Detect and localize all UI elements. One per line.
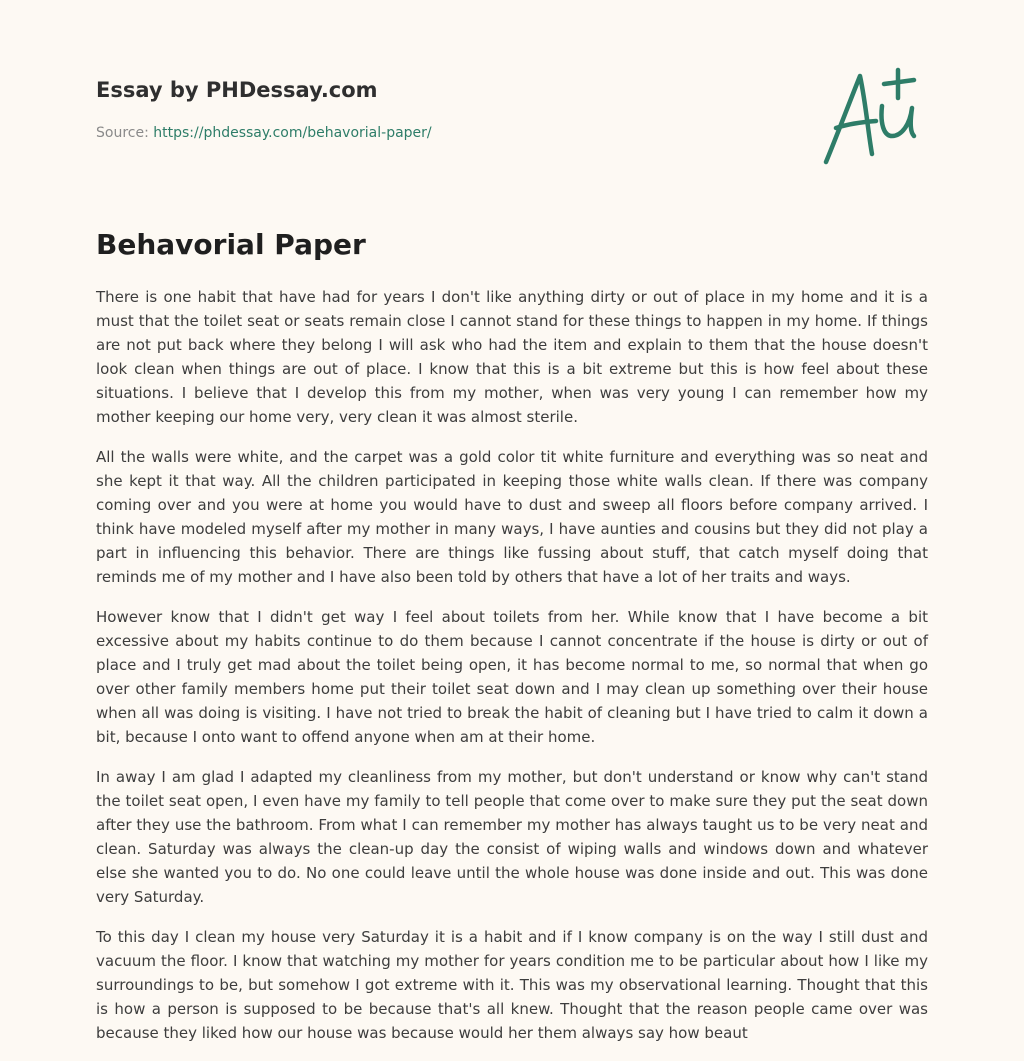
source-label: Source: [96,125,154,141]
paragraph: There is one habit that have had for years I don't like anything dirty or out of place in my home and it is a must that the toilet seat or seats remain close I cannot stand for these things to happen in my home. If things are not put back where they belong I will ask who had the item and explain to them that the house doesn't look clean when things are out of place. I know that this is a bit extreme but this is how feel about these situations. I believe that I develop this from my mother, when was very young I can remember how my mother keeping our home very, very clean it was almost sterile. [96,288,928,426]
paragraph: To this day I clean my house very Saturday it is a habit and if I know company is on the way I still dust and vacuum the floor. I know that watching my mother for years condition me to be particular about how I like my surroundings to be, but somehow I got extreme with it. This was my observational learning. Thought that this is how a person is supposed to be because that's all knew. Thought that the reason people came over was because they liked how our house was because would her them always say how beaut [96,928,928,1042]
source-link[interactable]: https://phdessay.com/behavorial-paper/ [153,125,432,141]
paragraph: All the walls were white, and the carpet was a gold color tit white furniture and everything was so neat and she kept it that way. All the children participated in keeping those white walls clean. If there was company coming over and you were at home you would have to dust and sweep all floors before company arrived. I think have modeled myself after my mother in many ways, I have aunties and cousins but they did not play a part in influencing this behavior. There are things like fussing about stuff, that catch myself doing that reminds me of my mother and I have also been told by others that have a lot of her traits and ways. [96,448,928,586]
essay-body [96,285,928,1061]
site-title: Essay by PHDessay.com [96,78,378,102]
paragraph: In away I am glad I adapted my cleanliness from my mother, but don't understand or know why can't stand the toilet seat open, I even have my family to tell people that come over to make sure they put the seat down after they use the bathroom. From what I can remember my mother has always taught us to be very neat and clean. Saturday was always the clean-up day the consist of wiping walls and windows down and whatever else she wanted you to do. No one could leave until the whole house was done inside and out. This was done very Saturday. [96,768,928,906]
document-title: Behavorial Paper [96,228,366,261]
source-line [96,123,432,143]
a-plus-logo-icon [818,66,928,166]
page-header [96,76,928,196]
paragraph: However know that I didn't get way I feel about toilets from her. While know that I have become a bit excessive about my habits continue to do them because I cannot concentrate if the house is dirty or out of place and I truly get mad about the toilet being open, it has become normal to me, so normal that when go over other family members home put their toilet seat down and I may clean up something over their house when all was doing is visiting. I have not tried to break the habit of cleaning but I have tried to calm it down a bit, because I onto want to offend anyone when am at their home. [96,608,928,746]
